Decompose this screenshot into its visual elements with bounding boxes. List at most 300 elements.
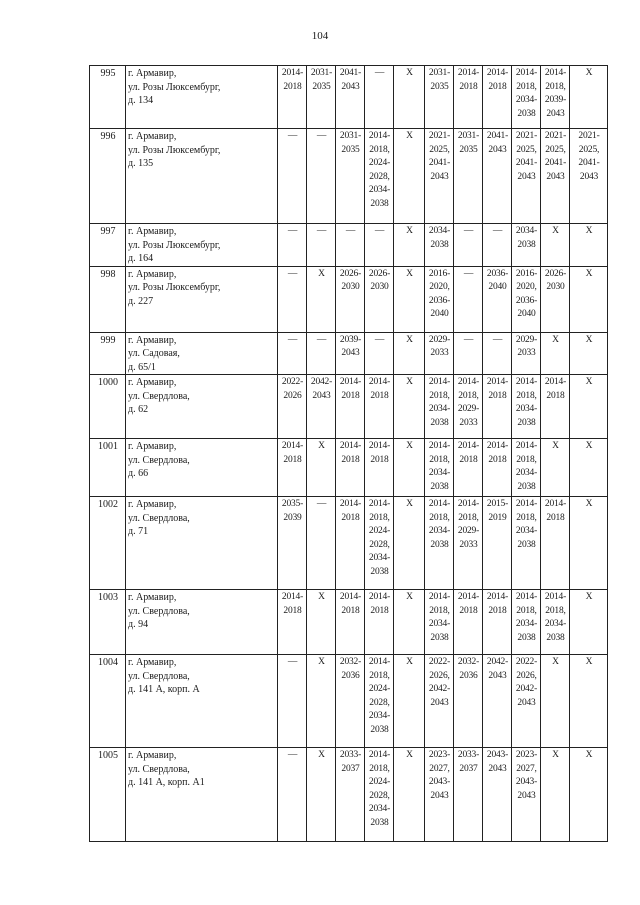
cell-line: 2041- — [515, 158, 538, 168]
cell-line: 2033- — [457, 750, 480, 760]
cell-line: 2018 — [488, 390, 507, 401]
schedule-cell — [365, 266, 394, 332]
schedule-cell — [425, 748, 454, 842]
schedule-cell — [425, 655, 454, 748]
schedule-cell — [541, 439, 570, 497]
schedule-cell — [278, 748, 307, 842]
schedule-cell — [570, 748, 608, 842]
cell-line: 2026- — [544, 268, 567, 279]
schedule-cell — [365, 129, 394, 224]
address-line: д. 135 — [128, 158, 154, 169]
cell-line: 2020, — [516, 282, 537, 292]
cell-line: 2033- — [339, 750, 362, 760]
schedule-cell — [425, 375, 454, 439]
table-row — [90, 332, 608, 375]
cell-line: 2016- — [428, 268, 451, 279]
cell-line: 2030 — [341, 282, 360, 292]
cell-line: 2014- — [368, 441, 391, 451]
schedule-cell — [336, 375, 365, 439]
schedule-cell — [307, 66, 336, 129]
schedule-cell — [425, 497, 454, 590]
cell-line: — — [287, 268, 298, 279]
row-number: 995 — [90, 66, 126, 129]
schedule-cell — [394, 748, 425, 842]
cell-line: 2034- — [544, 619, 567, 629]
cell-line: 2014- — [368, 377, 391, 387]
schedule-cell — [394, 439, 425, 497]
cell-line: 2043 — [546, 171, 565, 182]
address-line: ул. Свердлова, — [128, 763, 190, 775]
cell-line: X — [406, 441, 413, 451]
schedule-cell — [394, 497, 425, 590]
schedule-cell — [365, 66, 394, 129]
schedule-cell — [512, 332, 541, 375]
cell-line: 2015- — [486, 499, 509, 509]
cell-line: 2018, — [516, 390, 537, 401]
table-row — [90, 497, 608, 590]
cell-line: 2014- — [515, 592, 538, 602]
cell-line: X — [585, 268, 593, 279]
cell-line: 2018 — [488, 605, 507, 616]
cell-line: 2041- — [544, 158, 567, 168]
cell-line: 2018 — [341, 454, 360, 465]
cell-line: 2018, — [516, 512, 537, 523]
cell-line: 2014- — [368, 499, 391, 509]
cell-line: 2024- — [368, 526, 391, 536]
schedule-cell — [483, 129, 512, 224]
cell-line: X — [406, 377, 413, 387]
cell-line: 2019 — [488, 512, 507, 523]
schedule-cell — [425, 66, 454, 129]
cell-line: 2018 — [341, 390, 360, 401]
cell-line: 2027, — [429, 763, 450, 774]
cell-line: X — [406, 268, 413, 279]
cell-line: 2020, — [429, 282, 450, 292]
schedule-cell — [425, 266, 454, 332]
schedule-table — [89, 65, 608, 842]
cell-line: 2014- — [486, 441, 509, 451]
address-line: ул. Розы Люксембург, — [128, 282, 221, 293]
table-row — [90, 266, 608, 332]
table-row — [90, 224, 608, 267]
schedule-cell — [454, 224, 483, 267]
schedule-cell — [483, 224, 512, 267]
schedule-cell — [365, 497, 394, 590]
cell-line: — — [374, 68, 385, 78]
schedule-cell — [454, 66, 483, 129]
cell-line: X — [318, 441, 325, 451]
cell-line: 2028, — [369, 697, 390, 708]
cell-line: X — [585, 226, 593, 236]
cell-line: X — [585, 334, 593, 345]
schedule-cell — [512, 655, 541, 748]
cell-line: 2043- — [486, 750, 509, 760]
schedule-cell — [570, 129, 608, 224]
cell-line: 2014- — [457, 499, 480, 509]
cell-line: 2018 — [283, 605, 302, 616]
cell-line: 2025, — [516, 144, 537, 155]
cell-line: 2018 — [488, 454, 507, 465]
cell-line: 2043 — [488, 763, 507, 774]
schedule-cell — [541, 655, 570, 748]
cell-line: 2021- — [428, 131, 451, 141]
schedule-cell — [394, 375, 425, 439]
cell-line: 2041- — [486, 131, 509, 141]
cell-line: X — [552, 657, 559, 667]
cell-line: — — [492, 226, 503, 236]
cell-line: — — [316, 499, 327, 509]
address-line: г. Армавир, — [128, 68, 177, 79]
cell-line: 2031- — [457, 131, 480, 141]
schedule-cell — [541, 266, 570, 332]
cell-line: 2043- — [428, 777, 451, 787]
cell-line: 2033 — [430, 348, 449, 358]
schedule-cell — [483, 655, 512, 748]
cell-line: 2034- — [515, 404, 538, 414]
row-number: 1003 — [90, 590, 126, 655]
cell-line: 2018, — [545, 605, 566, 616]
cell-line: 2034- — [515, 226, 538, 236]
cell-line: 2018 — [459, 81, 478, 92]
cell-line: 2014- — [368, 750, 391, 760]
schedule-cell — [541, 748, 570, 842]
address-line: д. 134 — [128, 95, 154, 106]
cell-line: — — [316, 334, 327, 345]
table-row — [90, 748, 608, 842]
cell-line: 2043 — [517, 171, 536, 182]
address-line: ул. Свердлова, — [128, 390, 190, 402]
cell-line: 2014- — [339, 499, 362, 509]
address-line: г. Армавир, — [128, 499, 177, 510]
schedule-cell — [307, 224, 336, 267]
cell-line: 2038 — [546, 632, 565, 643]
schedule-cell — [278, 266, 307, 332]
cell-line: — — [287, 226, 298, 236]
cell-line: 2033 — [459, 539, 478, 550]
cell-line: X — [585, 657, 593, 667]
cell-line: 2038 — [517, 108, 536, 119]
schedule-cell — [570, 655, 608, 748]
cell-line: 2018 — [459, 605, 478, 616]
cell-line: 2042- — [515, 684, 538, 694]
schedule-cell — [570, 224, 608, 267]
cell-line: 2043 — [430, 697, 449, 708]
schedule-cell — [454, 266, 483, 332]
address-cell — [126, 266, 278, 332]
cell-line: X — [552, 334, 559, 345]
cell-line: 2034- — [428, 619, 451, 629]
schedule-cell — [425, 129, 454, 224]
cell-line: 2029- — [457, 526, 480, 536]
row-number: 1002 — [90, 497, 126, 590]
cell-line: 2030 — [370, 282, 389, 292]
cell-line: 2014- — [368, 131, 391, 141]
address-line: г. Армавир, — [128, 377, 177, 388]
cell-line: 2038 — [430, 539, 449, 550]
cell-line: 2042- — [428, 684, 451, 694]
schedule-cell — [512, 748, 541, 842]
cell-line: — — [374, 226, 385, 236]
cell-line: X — [406, 226, 413, 236]
cell-line: 2038 — [517, 481, 536, 492]
row-number: 996 — [90, 129, 126, 224]
cell-line: 2034- — [515, 95, 538, 105]
cell-line: 2036- — [515, 295, 538, 306]
schedule-cell — [278, 375, 307, 439]
cell-line: 2035 — [312, 81, 331, 92]
cell-line: 2018 — [370, 605, 389, 616]
address-line: г. Армавир, — [128, 131, 177, 142]
schedule-cell — [483, 590, 512, 655]
address-line: д. 62 — [128, 404, 149, 415]
cell-line: 2018 — [341, 512, 360, 523]
schedule-cell — [394, 66, 425, 129]
cell-line: 2018 — [370, 454, 389, 465]
schedule-cell — [483, 332, 512, 375]
cell-line: 2014- — [515, 441, 538, 451]
cell-line: 2028, — [369, 539, 390, 550]
cell-line: 2014- — [281, 68, 304, 78]
cell-line: X — [406, 750, 413, 760]
cell-line: 2024- — [368, 777, 391, 787]
cell-line: 2026- — [368, 268, 391, 279]
cell-line: 2033 — [459, 417, 478, 428]
cell-line: 2043 — [546, 108, 565, 119]
cell-line: 2018 — [488, 81, 507, 92]
cell-line: 2035 — [341, 144, 360, 155]
cell-line: X — [406, 657, 413, 667]
cell-line: 2014- — [281, 441, 304, 451]
cell-line: 2034- — [428, 526, 451, 536]
cell-line: 2034- — [428, 226, 451, 236]
schedule-cell — [570, 590, 608, 655]
cell-line: 2021- — [515, 131, 538, 141]
address-cell — [126, 748, 278, 842]
cell-line: 2021- — [578, 131, 600, 141]
schedule-cell — [541, 332, 570, 375]
schedule-cell — [365, 375, 394, 439]
schedule-cell — [425, 332, 454, 375]
cell-line: 2023- — [428, 750, 451, 760]
cell-line: 2014- — [515, 68, 538, 78]
cell-line: X — [318, 592, 325, 602]
address-line: д. 141 А, корп. А — [128, 684, 200, 695]
cell-line: 2018, — [429, 390, 450, 401]
schedule-cell — [336, 748, 365, 842]
cell-line: 2026, — [516, 670, 537, 681]
cell-line: 2043 — [517, 790, 536, 801]
cell-line: 2025, — [578, 144, 600, 155]
cell-line: 2030 — [546, 282, 565, 292]
cell-line: 2028, — [369, 790, 390, 801]
schedule-cell — [512, 497, 541, 590]
address-line: ул. Розы Люксембург, — [128, 81, 221, 93]
schedule-cell — [336, 66, 365, 129]
cell-line: 2031- — [310, 68, 333, 78]
cell-line: X — [552, 441, 559, 451]
cell-line: 2018, — [458, 390, 479, 401]
schedule-cell — [425, 590, 454, 655]
cell-line: X — [318, 750, 325, 760]
address-line: г. Армавир, — [128, 657, 177, 668]
cell-line: 2037 — [341, 763, 360, 774]
cell-line: 2041- — [339, 68, 362, 78]
cell-line: 2018 — [459, 454, 478, 465]
schedule-cell — [454, 375, 483, 439]
address-line: г. Армавир, — [128, 268, 177, 280]
cell-line: 2038 — [517, 417, 536, 428]
schedule-cell — [336, 439, 365, 497]
schedule-cell — [454, 655, 483, 748]
schedule-cell — [307, 590, 336, 655]
address-line: ул. Садовая, — [128, 348, 180, 359]
schedule-cell — [307, 375, 336, 439]
cell-line: 2018, — [516, 454, 537, 465]
cell-line: 2037 — [459, 763, 478, 774]
schedule-cell — [570, 66, 608, 129]
table-row — [90, 439, 608, 497]
schedule-cell — [278, 332, 307, 375]
cell-line: 2014- — [486, 68, 509, 78]
schedule-cell — [541, 66, 570, 129]
cell-line: 2025, — [545, 144, 566, 155]
schedule-cell — [570, 266, 608, 332]
cell-line: 2034- — [368, 553, 391, 563]
cell-line: — — [316, 226, 327, 236]
schedule-cell — [512, 266, 541, 332]
cell-line: 2014- — [544, 592, 567, 602]
cell-line: 2041- — [578, 158, 600, 168]
cell-line: 2022- — [428, 657, 451, 667]
cell-line: 2036- — [428, 295, 451, 306]
schedule-cell — [336, 224, 365, 267]
cell-line: 2040 — [488, 282, 507, 292]
address-cell — [126, 332, 278, 375]
cell-line: 2018, — [516, 81, 537, 92]
cell-line: 2014- — [339, 377, 362, 387]
address-line: г. Армавир, — [128, 750, 177, 761]
schedule-cell — [454, 332, 483, 375]
cell-line: 2014- — [457, 377, 480, 387]
cell-line: 2043 — [579, 171, 599, 182]
table-row — [90, 590, 608, 655]
cell-line: 2016- — [515, 268, 538, 279]
row-number: 1001 — [90, 439, 126, 497]
cell-line: 2018, — [369, 144, 390, 155]
address-cell — [126, 655, 278, 748]
address-line: ул. Свердлова, — [128, 605, 190, 617]
schedule-cell — [394, 655, 425, 748]
table-row — [90, 655, 608, 748]
cell-line: — — [287, 657, 298, 667]
address-line: г. Армавир, — [128, 334, 177, 346]
cell-line: 2026 — [283, 390, 302, 401]
cell-line: 2043 — [312, 390, 331, 401]
cell-line: 2014- — [368, 592, 391, 602]
schedule-cell — [454, 748, 483, 842]
schedule-cell — [278, 497, 307, 590]
cell-line: 2029- — [515, 334, 538, 345]
schedule-cell — [570, 375, 608, 439]
cell-line: 2025, — [429, 144, 450, 155]
cell-line: 2036- — [486, 268, 509, 279]
cell-line: X — [406, 334, 413, 345]
cell-line: 2018 — [546, 390, 565, 401]
cell-line: — — [287, 750, 298, 760]
cell-line: 2014- — [281, 592, 304, 602]
schedule-cell — [454, 497, 483, 590]
row-number: 998 — [90, 266, 126, 332]
cell-line: 2034- — [515, 619, 538, 629]
cell-line: 2038 — [370, 566, 389, 577]
cell-line: 2039 — [283, 512, 302, 523]
schedule-cell — [483, 66, 512, 129]
address-line: ул. Свердлова, — [128, 454, 190, 466]
cell-line: 2024- — [368, 684, 391, 694]
schedule-cell — [278, 129, 307, 224]
schedule-cell — [425, 439, 454, 497]
schedule-cell — [365, 439, 394, 497]
cell-line: 2024- — [368, 158, 391, 168]
schedule-cell — [454, 439, 483, 497]
cell-line: 2042- — [486, 657, 509, 667]
cell-line: 2036 — [341, 670, 360, 681]
cell-line: 2038 — [370, 724, 389, 735]
cell-line: 2018, — [429, 512, 450, 523]
cell-line: 2014- — [428, 441, 451, 451]
cell-line: X — [585, 499, 593, 509]
cell-line: X — [585, 68, 593, 78]
schedule-cell — [336, 497, 365, 590]
schedule-cell — [483, 748, 512, 842]
cell-line: 2034- — [368, 804, 391, 814]
schedule-cell — [336, 590, 365, 655]
cell-line: 2038 — [430, 632, 449, 643]
cell-line: 2014- — [457, 592, 480, 602]
row-number: 1000 — [90, 375, 126, 439]
schedule-cell — [512, 129, 541, 224]
cell-line: 2014- — [428, 377, 451, 387]
cell-line: 2027, — [516, 763, 537, 774]
cell-line: 2039- — [339, 334, 362, 345]
schedule-cell — [336, 332, 365, 375]
cell-line: 2018, — [458, 512, 479, 523]
address-line: д. 141 А, корп. А1 — [128, 777, 205, 788]
schedule-cell — [336, 266, 365, 332]
schedule-cell — [307, 439, 336, 497]
schedule-cell — [278, 439, 307, 497]
cell-line: 2034- — [428, 468, 451, 478]
schedule-cell — [336, 129, 365, 224]
schedule-cell — [307, 748, 336, 842]
cell-line: 2029- — [457, 404, 480, 414]
schedule-cell — [394, 129, 425, 224]
schedule-cell — [425, 224, 454, 267]
cell-line: X — [406, 68, 413, 78]
schedule-cell — [541, 375, 570, 439]
schedule-cell — [483, 497, 512, 590]
schedule-cell — [278, 590, 307, 655]
cell-line: 2014- — [486, 592, 509, 602]
cell-line: 2043 — [430, 171, 449, 182]
address-cell — [126, 66, 278, 129]
schedule-cell — [483, 266, 512, 332]
cell-line: 2018 — [341, 605, 360, 616]
page-number: 104 — [311, 30, 329, 42]
cell-line: X — [318, 657, 325, 667]
cell-line: 2014- — [515, 377, 538, 387]
cell-line: — — [463, 226, 474, 236]
